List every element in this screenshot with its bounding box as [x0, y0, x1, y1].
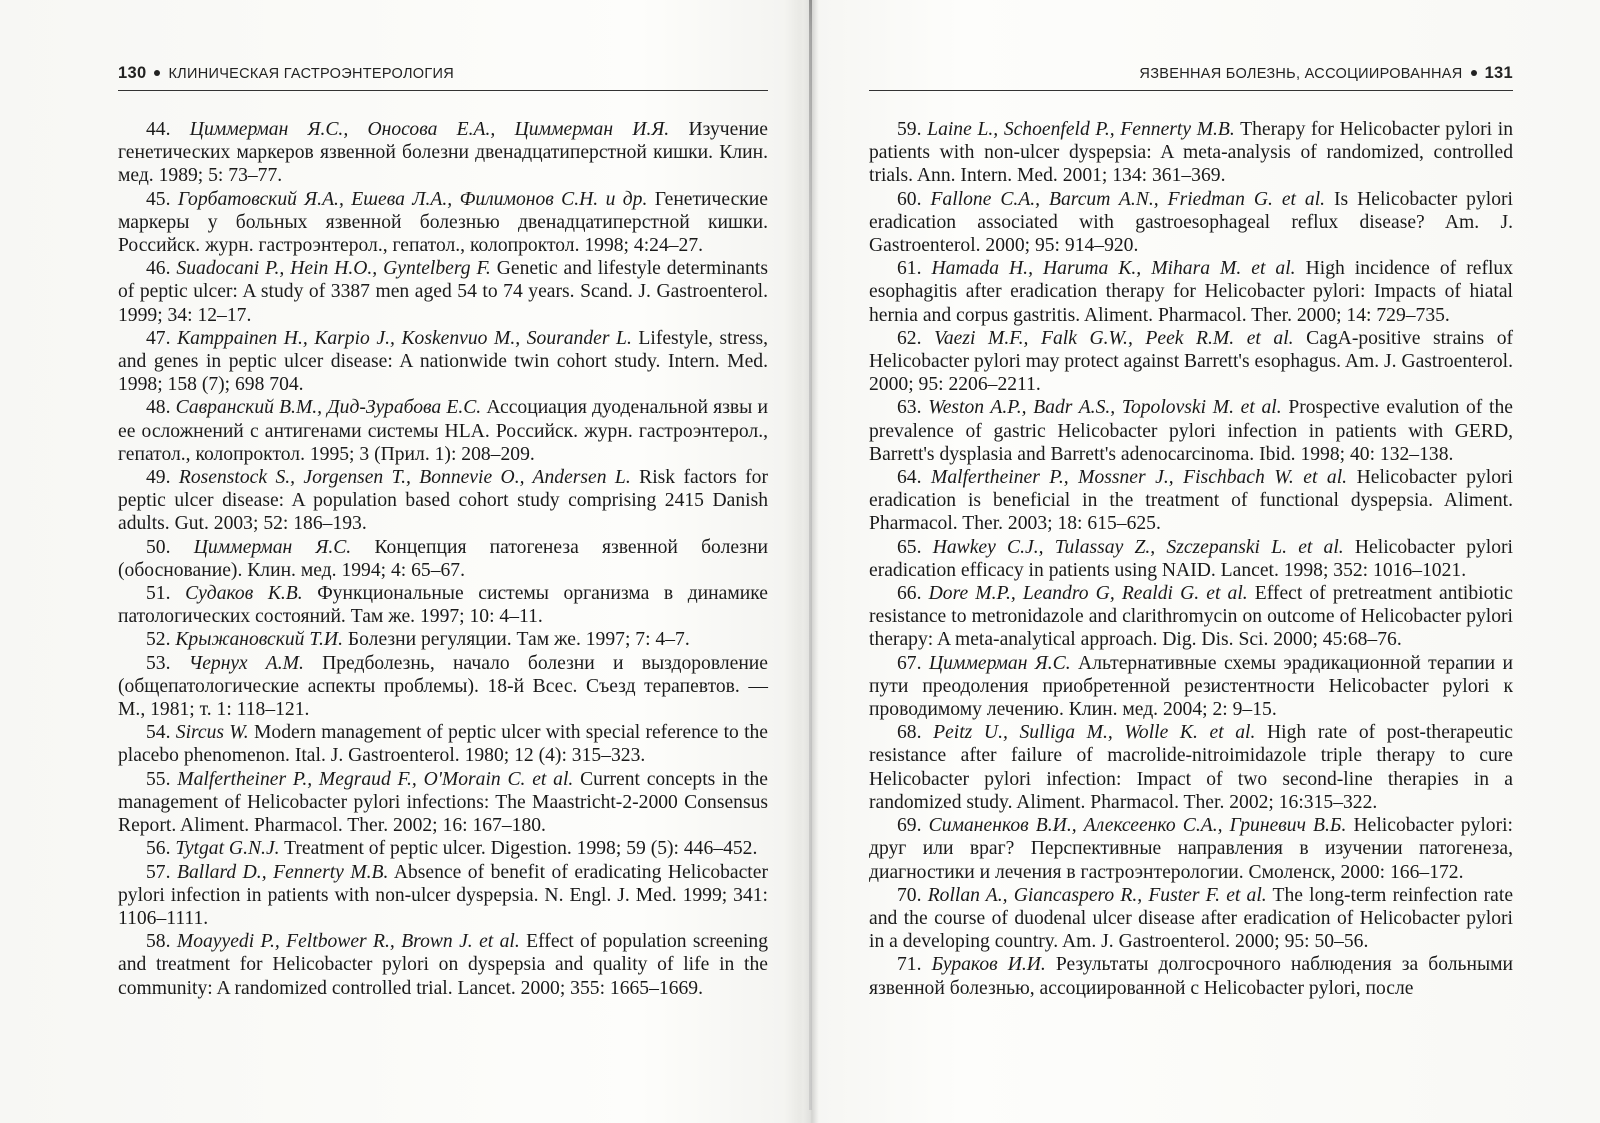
reference-entry	[869, 257, 1513, 327]
reference-authors: Moayyedi P., Feltbower R., Brown J. et al.	[176, 931, 520, 953]
reference-number: 44.	[146, 119, 171, 140]
reference-entry	[118, 861, 768, 931]
reference-text: Результаты долгосрочного наблюдения за больными язвенной болезнью, ассоциированной с Helicobacter pylori, после	[869, 954, 1513, 999]
reference-number: 63.	[897, 397, 922, 419]
reference-text: High rate of post-therapeutic resistance after failure of macrolide-nitroimidazole triple therapy to cure Helicobacter pylori infection: Impact of two second-line therapies in a randomized study. Aliment. Pharmacol. Ther. 2002; 16:315–322.	[869, 722, 1513, 813]
reference-number: 57.	[146, 861, 171, 883]
reference-number: 67.	[897, 652, 922, 674]
reference-entry	[869, 721, 1513, 814]
reference-authors: Симаненков В.И., Алексеенко С.А., Гриневич В.Б.	[928, 815, 1347, 837]
right-reference-list	[869, 118, 1513, 1000]
reference-authors: Hawkey C.J., Tulassay Z., Szczepanski L. et al.	[932, 536, 1344, 558]
reference-authors: Peitz U., Sulliga M., Wolle K. et al.	[933, 722, 1256, 744]
reference-authors: Tytgat G.N.J.	[175, 838, 280, 860]
reference-number: 52.	[146, 629, 171, 651]
reference-authors: Sircus W.	[175, 722, 249, 744]
left-running-header	[118, 64, 768, 91]
reference-text: Изучение генетических маркеров язвенной болезни двенадцатиперстной кишки. Клин. мед. 1989; 5: 73–77.	[118, 119, 768, 187]
left-running-head-title: КЛИНИЧЕСКАЯ ГАСТРОЭНТЕРОЛОГИЯ	[168, 66, 454, 82]
reference-authors: Suadocani P., Hein H.O., Gyntelberg F.	[176, 258, 491, 280]
reference-authors: Fallone C.A., Barcum A.N., Friedman G. et al.	[930, 188, 1326, 210]
left-reference-list	[118, 118, 768, 1000]
reference-entry	[118, 536, 768, 582]
left-page-number: 130	[118, 64, 147, 82]
reference-entry	[869, 814, 1513, 884]
reference-number: 51.	[146, 583, 171, 605]
reference-number: 61.	[897, 258, 922, 280]
reference-text: Lifestyle, stress, and genes in peptic ulcer disease: A nationwide twin cohort study. Intern. Med. 1998; 158 (7); 698 704.	[118, 327, 768, 396]
reference-number: 60.	[897, 188, 922, 210]
reference-text: The long-term reinfection rate and the course of duodenal ulcer disease after eradication of Helicobacter pylori in a developing country. Am. J. Gastroenterol. 2000; 95: 50–56.	[869, 884, 1514, 953]
reference-text: Концепция патогенеза язвенной болезни (обоснование). Клин. мед. 1994; 4: 65–67.	[118, 536, 769, 581]
reference-text: Функциональные системы организма в динамике патологических состояний. Там же. 1997; 10: 4–11.	[118, 583, 768, 628]
reference-text: Helicobacter pylori eradication is beneficial in the treatment of functional dyspepsia. Aliment. Pharmacol. Ther. 2003; 18: 615–625.	[869, 467, 1514, 535]
reference-entry	[869, 652, 1513, 722]
reference-text: Болезни регуляции. Там же. 1997; 7: 4–7.	[347, 629, 690, 651]
left-page	[118, 0, 768, 1123]
reference-authors: Чернух А.М.	[188, 652, 304, 674]
reference-number: 54.	[146, 722, 171, 744]
reference-text: Prospective evalution of the prevalence of gastric Helicobacter pylori infection in patients with GERD, Barrett's dysplasia and Barrett's adenocarcinoma. Ibid. 1998; 40: 132–138.	[869, 397, 1513, 465]
reference-entry	[118, 118, 768, 188]
reference-text: Helicobacter pylori: друг или враг? Перспективные направления в изучении патогенеза, диагностики и лечения в гастроэнтерологии. Смоленск, 2000: 166–172.	[869, 815, 1513, 883]
reference-text: Therapy for Helicobacter pylori in patients with non-ulcer dyspepsia: A meta-analysis of randomized, controlled trials. Ann. Intern. Med. 2001; 134: 361–369.	[869, 119, 1514, 187]
reference-text: CagA-positive strains of Helicobacter pylori may protect against Barrett's esophagus. Am. J. Gastroenterol. 2000; 95: 2206–2211.	[869, 327, 1514, 396]
right-running-head-title: ЯЗВЕННАЯ БОЛЕЗНЬ, АССОЦИИРОВАННАЯ	[1139, 66, 1463, 82]
reference-authors: Судаков К.В.	[185, 583, 303, 605]
reference-authors: Rosenstock S., Jorgensen T., Bonnevie O., Andersen L.	[178, 467, 631, 489]
bullet-dot-icon	[154, 70, 160, 76]
reference-authors: Rollan A., Giancaspero R., Fuster F. et al.	[927, 884, 1267, 906]
reference-number: 45.	[146, 188, 171, 210]
reference-authors: Hamada H., Haruma K., Mihara M. et al.	[931, 258, 1296, 280]
reference-entry	[118, 582, 768, 628]
reference-authors: Vaezi M.F., Falk G.W., Peek R.M. et al.	[934, 327, 1294, 349]
bullet-dot-icon	[1471, 70, 1477, 76]
reference-authors: Kamppainen H., Karpio J., Koskenvuo M., Sourander L.	[177, 327, 632, 349]
reference-authors: Dore M.P., Leandro G, Realdi G. et al.	[928, 583, 1248, 605]
reference-entry	[869, 327, 1513, 397]
reference-number: 48.	[146, 397, 171, 419]
reference-text: Альтернативные схемы эрадикационной терапии и пути преодоления приобретенной резистентности Helicobacter pylori к проводимому лечению. Клин. мед. 2004; 2: 9–15.	[869, 652, 1513, 721]
right-running-header	[869, 64, 1513, 91]
reference-entry	[118, 257, 768, 327]
reference-entry	[118, 721, 768, 767]
reference-authors: Савранский В.М., Дид-Зурабова Е.С.	[175, 397, 482, 419]
reference-authors: Weston A.P., Badr A.S., Topolovski M. et al.	[928, 397, 1282, 419]
reference-text: Absence of benefit of eradicating Helicobacter pylori infection in patients with non-ulcer dyspepsia. N. Engl. J. Med. 1999; 341: 1106–1111.	[118, 861, 768, 929]
reference-number: 58.	[146, 931, 171, 953]
reference-entry	[118, 837, 768, 860]
reference-number: 53.	[146, 652, 171, 674]
reference-text: Treatment of peptic ulcer. Digestion. 1998; 59 (5): 446–452.	[284, 838, 758, 860]
reference-authors: Циммерман Я.С.	[193, 536, 352, 558]
reference-number: 71.	[897, 954, 922, 976]
reference-authors: Malfertheiner P., Megraud F., O'Morain C. et al.	[177, 768, 574, 790]
reference-authors: Ballard D., Fennerty M.B.	[177, 861, 389, 883]
reference-text: Is Helicobacter pylori eradication associated with gastroesophageal reflux disease? Am. J. Gastroenterol. 2000; 95: 914–920.	[869, 188, 1513, 257]
reference-authors: Laine L., Schoenfeld P., Fennerty M.B.	[927, 119, 1235, 140]
reference-number: 69.	[897, 815, 922, 837]
reference-number: 65.	[897, 536, 922, 558]
reference-text: High incidence of reflux esophagitis after eradication therapy for Helicobacter pylori: Impacts of hiatal hernia and corpus gastritis. Aliment. Pharmacol. Ther. 2000; 14: 729–735.	[869, 258, 1514, 326]
right-page-number: 131	[1484, 64, 1513, 82]
reference-entry	[118, 188, 768, 258]
reference-number: 47.	[146, 327, 171, 349]
reference-number: 46.	[146, 258, 171, 280]
reference-number: 68.	[897, 722, 922, 744]
reference-entry	[118, 327, 768, 397]
reference-number: 66.	[897, 583, 922, 605]
reference-authors: Циммерман Я.С.	[928, 652, 1071, 674]
reference-text: Генетические маркеры у больных язвенной болезнью двенадцатиперстной кишки. Российск. журн. гастроэнтерол., гепатол., колопроктол. 1998; 4:24–27.	[118, 188, 768, 257]
reference-entry	[869, 396, 1513, 466]
reference-authors: Бураков И.И.	[931, 954, 1046, 976]
reference-text: Modern management of peptic ulcer with special reference to the placebo phenomenon. Ital. J. Gastroenterol. 1980; 12 (4): 315–323.	[118, 722, 769, 767]
reference-entry	[118, 396, 768, 466]
reference-text: Предболезнь, начало болезни и выздоровление (общепатологические аспекты проблемы). 18-й Всес. Съезд терапевтов. — М., 1981; т. 1: 118–121.	[118, 652, 768, 721]
reference-entry	[118, 768, 768, 838]
reference-entry	[118, 466, 768, 536]
reference-authors: Крыжановский Т.И.	[175, 629, 343, 651]
reference-entry	[118, 930, 768, 1000]
reference-text: Genetic and lifestyle determinants of peptic ulcer: A study of 3387 men aged 54 to 74 years. Scand. J. Gastroenterol. 1999; 34: 12–17.	[118, 258, 768, 326]
reference-number: 64.	[897, 467, 922, 489]
reference-number: 55.	[146, 768, 171, 790]
reference-number: 50.	[146, 536, 171, 558]
reference-text: Effect of pretreatment antibiotic resistance to metronidazole and clarithromycin on outcome of Helicobacter pylori therapy: A meta-analytical approach. Dig. Dis. Sci. 2000; 45:68–76.	[869, 583, 1513, 651]
reference-entry	[869, 536, 1513, 582]
reference-number: 62.	[897, 327, 922, 349]
reference-entry	[869, 884, 1513, 954]
reference-number: 56.	[146, 838, 171, 860]
reference-number: 70.	[897, 884, 922, 906]
right-page	[869, 0, 1513, 1123]
reference-text: Effect of population screening and treatment for Helicobacter pylori on dyspepsia and quality of life in the community: A randomized controlled trial. Lancet. 2000; 355: 1665–1669.	[118, 931, 769, 999]
reference-entry	[869, 188, 1513, 258]
reference-entry	[869, 582, 1513, 652]
reference-authors: Горбатовский Я.А., Ешева Л.А., Филимонов С.Н. и др.	[177, 188, 648, 210]
reference-text: Current concepts in the management of Helicobacter pylori infections: The Maastricht-2-2000 Consensus Report. Aliment. Pharmacol. Ther. 2002; 16: 167–180.	[118, 768, 769, 837]
reference-text: Ассоциация дуоденальной язвы и ее осложнений с антигенами системы HLA. Российск. журн. гастроэнтерол., гепатол., колопроктол. 1995; 3 (Прил. 1): 208–209.	[118, 397, 768, 465]
binding-shadow	[809, 0, 812, 1110]
reference-authors: Циммерман Я.С., Оносова Е.А., Циммерман И.Я.	[189, 119, 670, 140]
reference-entry	[869, 953, 1513, 999]
reference-entry	[869, 466, 1513, 536]
reference-text: Risk factors for peptic ulcer disease: A population based cohort study comprising 2415 Danish adults. Gut. 2003; 52: 186–193.	[118, 467, 769, 535]
reference-text: Helicobacter pylori eradication efficacy in patients using NAID. Lancet. 1998; 352: 1016–1021.	[869, 536, 1513, 581]
reference-authors: Malfertheiner P., Mossner J., Fischbach W. et al.	[931, 467, 1348, 489]
reference-entry	[869, 118, 1513, 188]
reference-number: 49.	[146, 467, 171, 489]
reference-entry	[118, 652, 768, 722]
reference-number: 59.	[897, 119, 922, 140]
reference-entry	[118, 628, 768, 651]
